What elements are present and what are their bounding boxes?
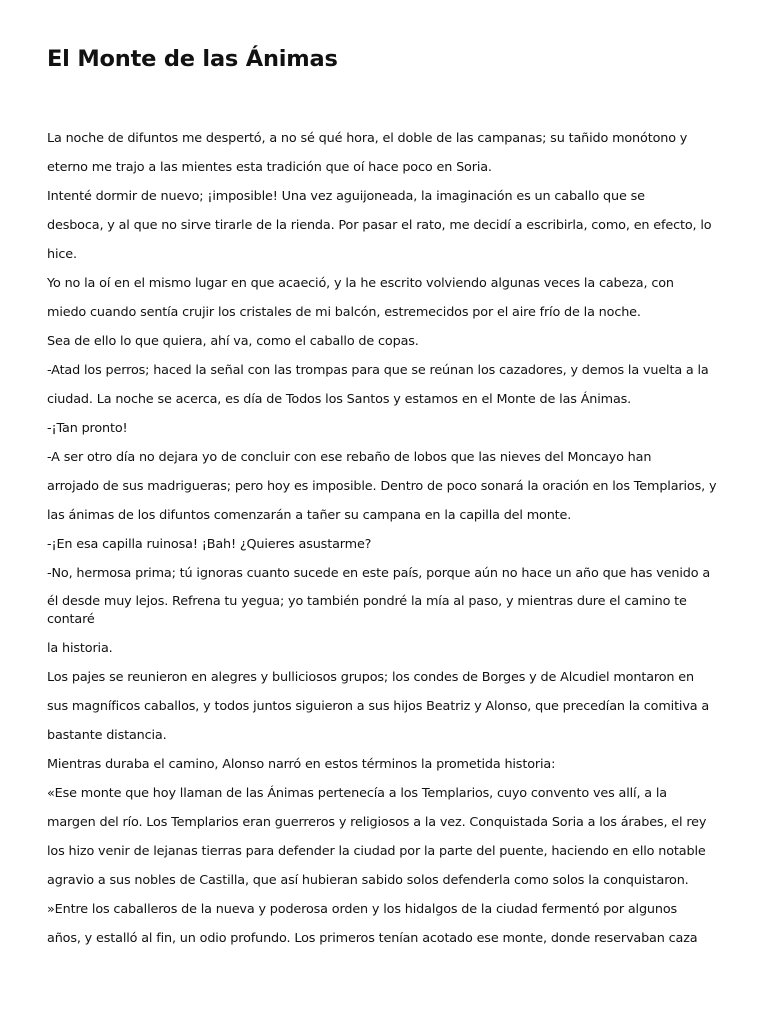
text-line: La noche de difuntos me despertó, a no sé qué hora, el doble de las campanas; su tañido monótono y <box>47 131 688 146</box>
text-line: -No, hermosa prima; tú ignoras cuanto sucede en este país, porque aún no hace un año que has venido a <box>47 566 711 581</box>
page-title: El Monte de las Ánimas <box>47 46 338 72</box>
text-line: margen del río. Los Templarios eran guerreros y religiosos a la vez. Conquistada Soria a los árabes, el rey <box>47 815 707 830</box>
text-line: eterno me trajo a las mientes esta tradición que oí hace poco en Soria. <box>47 160 492 175</box>
text-line: las ánimas de los difuntos comenzarán a tañer su campana en la capilla del monte. <box>47 508 572 523</box>
text-line: hice. <box>47 247 77 262</box>
text-line: ciudad. La noche se acerca, es día de Todos los Santos y estamos en el Monte de las Ánimas. <box>47 392 632 407</box>
text-line: años, y estalló al fin, un odio profundo. Los primeros tenían acotado ese monte, donde reservaban caza <box>47 931 698 946</box>
text-line: »Entre los caballeros de la nueva y poderosa orden y los hidalgos de la ciudad fermentó por algunos <box>47 902 678 917</box>
text-line: Sea de ello lo que quiera, ahí va, como el caballo de copas. <box>47 334 419 349</box>
text-line: los hizo venir de lejanas tierras para defender la ciudad por la parte del puente, haciendo en ello notable <box>47 844 706 859</box>
text-line: sus magníficos caballos, y todos juntos siguieron a sus hijos Beatriz y Alonso, que precedían la comitiva a <box>47 699 710 714</box>
text-line: miedo cuando sentía crujir los cristales de mi balcón, estremecidos por el aire frío de la noche. <box>47 305 641 320</box>
text-line: -¡En esa capilla ruinosa! ¡Bah! ¿Quieres asustarme? <box>47 537 372 552</box>
text-line: él desde muy lejos. Refrena tu yegua; yo también pondré la mía al paso, y mientras dure el camino te <box>47 594 687 609</box>
text-line: Mientras duraba el camino, Alonso narró en estos términos la prometida historia: <box>47 757 556 772</box>
text-line: -Atad los perros; haced la señal con las trompas para que se reúnan los cazadores, y demos la vuelta a la <box>47 363 709 378</box>
document-body <box>47 124 728 953</box>
text-line: Intenté dormir de nuevo; ¡imposible! Una vez aguijoneada, la imaginación es un caballo que se <box>47 189 645 204</box>
text-line: «Ese monte que hoy llaman de las Ánimas pertenecía a los Templarios, cuyo convento ves allí, a la <box>47 786 667 801</box>
text-line: bastante distancia. <box>47 728 167 743</box>
text-line: Yo no la oí en el mismo lugar en que acaeció, y la he escrito volviendo algunas veces la cabeza, con <box>47 276 674 291</box>
text-line: agravio a sus nobles de Castilla, que así hubieran sabido solos defenderla como solos la conquistaron. <box>47 873 689 888</box>
text-line: desboca, y al que no sirve tirarle de la rienda. Por pasar el rato, me decidí a escribirla, como, en efecto, lo <box>47 218 712 233</box>
text-line: -A ser otro día no dejara yo de concluir con ese rebaño de lobos que las nieves del Moncayo han <box>47 450 652 465</box>
text-line: -¡Tan pronto! <box>47 421 128 436</box>
text-line: contaré <box>47 612 95 627</box>
text-line: Los pajes se reunieron en alegres y bulliciosos grupos; los condes de Borges y de Alcudiel montaron en <box>47 670 694 685</box>
text-line: la historia. <box>47 641 113 656</box>
text-line: arrojado de sus madrigueras; pero hoy es imposible. Dentro de poco sonará la oración en los Templarios, y <box>47 479 717 494</box>
